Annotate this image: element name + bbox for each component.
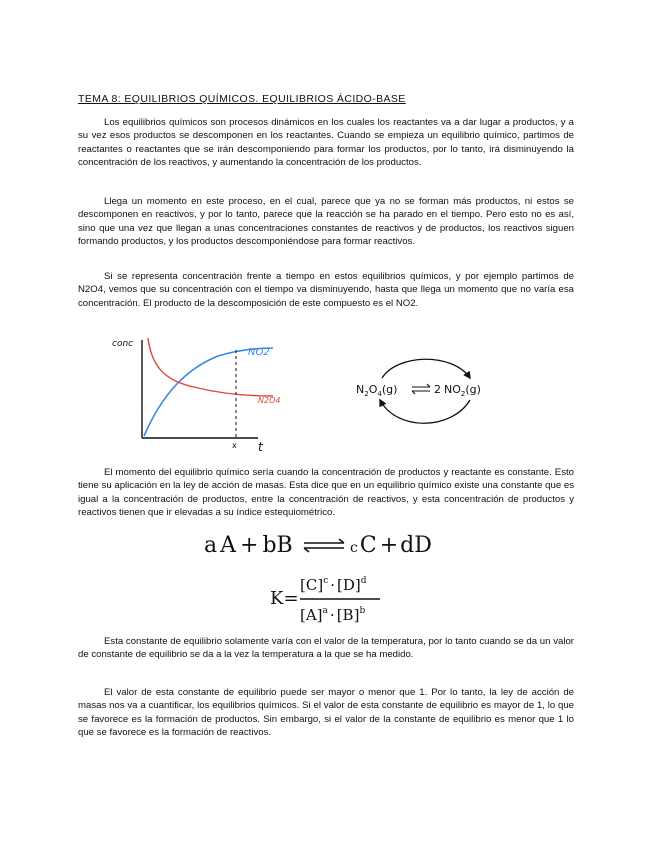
equation-product-text [434,383,481,398]
exp-c: c [323,576,329,586]
general-reaction-formula [200,528,440,562]
paragraph-5 [78,635,574,662]
paragraph-1 [78,116,574,170]
n2o4-curve-label: N2O4 [258,396,281,405]
paragraph-6-text: El valor de esta constante de equilibrio puede ser mayor o menor que 1. Por lo tanto, la ley de acción de masas nos va a cuantificar, los equilibrios químicos. Si el valor de esta constante de equilibrio es mayor de 1, lo que se favorece es la formación de productos. Sin embargo, si el valor de la constante de equilibrio es menor que 1 lo que se favorece es la formación de reactivos. [78,687,574,739]
reaction-text-right [350,533,432,558]
conc-axis-label: conc [112,339,134,349]
eq-right-state: (g) [465,383,481,396]
reaction-text-left [204,533,293,558]
exp-a: a [322,606,328,616]
t-axis-label: t [258,440,263,454]
conc-B: [B] [336,606,360,624]
paragraph-2 [78,195,574,249]
plus-2: + [379,533,399,558]
species-C: C [359,533,377,558]
paragraph-4-text: El momento del equilibrio químico sería cuando la concentración de productos y reactante es constante. Esto tiene su aplicación en la ley de acción de masas. Esta dice que en un equilibrio químico existe una constante que es igual a la concentración de productos, entre la concentración de reactivos, y esta concentración de productos y reactivos tienen que ir elevadas a su índice estequiométrico. [78,467,574,519]
dot-1: · [330,576,336,594]
forward-circular-arrow [382,359,470,378]
document-title: TEMA 8: EQUILIBRIOS QUÍMICOS. EQUILIBRIOS ÁCIDO-BASE [78,93,406,105]
conc-A: [A] [300,606,323,624]
plus-1: + [240,533,259,558]
k-equals: K= [270,588,299,609]
eq-N: N [356,383,365,396]
paragraph-3-text: Si se representa concentración frente a tiempo en estos equilibrios químicos, y por ejemplo partimos de N2O4, vemos que su concentración con el tiempo va disminuyendo, hasta que llega un momento que no varía esa concentración. El producto de la descomposición de este compuesto es el NO2. [78,271,574,309]
paragraph-4 [78,466,574,520]
eq-left-state: (g) [381,383,398,396]
coef-a: a [204,533,218,558]
species-B: B [276,533,293,558]
eq-sub-2: 2 [364,390,369,398]
exp-d: d [360,576,367,586]
eq-coef: 2 [434,383,441,396]
eq-NO: NO [444,383,461,396]
x-mark-label: x [232,441,237,450]
eq-sub-2b: 2 [460,390,466,398]
no2-curve [144,348,273,436]
no2-curve-label: NO2 [248,347,270,358]
paragraph-1-text: Los equilibrios químicos son procesos dinámicos en los cuales los reactantes va a dar lugar a productos, y a su vez esos productos se descomponen en los reactantes. Cuando se empieza un equilibrio químico, partimos de reactantes o reactantes que se irán descomponiendo para formar los productos, por lo tanto, irá disminuyendo la concentración de los reactivos, y aumentando la concentración de los productos. [78,117,574,169]
reverse-circular-arrow [380,400,470,423]
conc-D: [D] [337,576,361,594]
conc-C: [C] [300,576,324,594]
paragraph-5-text: Esta constante de equilibrio solamente varía con el valor de la temperatura, por lo tanto cuando se da un valor de constante de equilibrio se da a la vez la temperatura a la que se ha medido. [78,636,574,661]
equation-text [356,383,397,398]
paragraph-6 [78,686,574,740]
species-A: A [220,533,237,558]
k-numerator [300,576,367,594]
coef-d: d [400,533,415,558]
paragraph-3 [78,270,574,310]
species-D: D [414,533,432,558]
eq-O: O [368,383,378,396]
dot-2: · [329,606,335,624]
paragraph-2-text: Llega un momento en este proceso, en el cual, parece que ya no se forman más productos, ni estos se descomponen en reactivos, y por lo tanto, parece que la reacción se ha parado en el tiempo. Pero esto no es así, sino que una vez que llegan a unas concentraciones constantes de reactivos y de productos, los reactivos siguen formando productos, y los productos descomponiéndose para formar reactivos. [78,196,574,248]
k-denominator [300,606,365,624]
concentration-time-sketch [108,330,288,455]
equilibrium-equation-sketch [352,348,502,438]
coef-c: c [350,540,358,556]
equilibrium-constant-formula [268,566,398,632]
exp-b: b [359,606,366,616]
coef-b: b [262,533,277,558]
eq-sub-4: 4 [377,390,382,398]
